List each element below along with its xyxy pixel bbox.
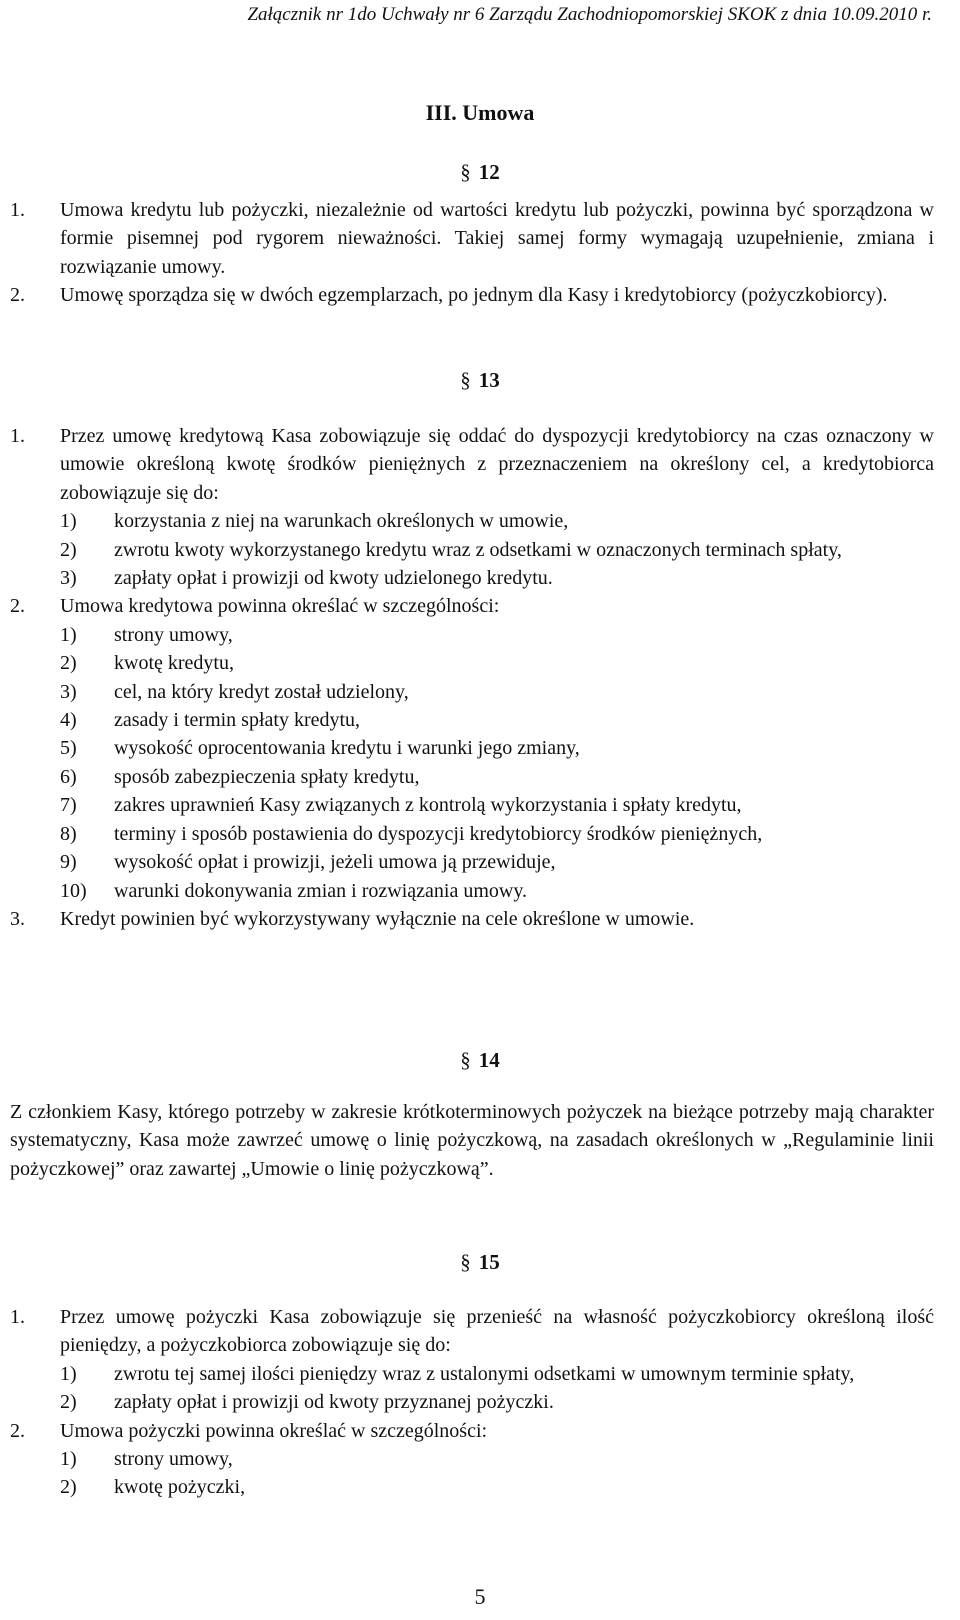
- sub-item: [60, 649, 934, 677]
- section-symbol: §: [460, 160, 471, 184]
- sub-item-number: 5): [60, 737, 77, 760]
- sub-item-text: zakres uprawnień Kasy związanych z kontrolą wykorzystania i spłaty kredytu,: [114, 794, 742, 817]
- section-title: III. Umowa: [425, 100, 535, 125]
- sub-item: [60, 536, 934, 564]
- section-symbol: §: [460, 1250, 471, 1274]
- item-text: Kredyt powinien być wykorzystywany wyłącznie na cele określone w umowie.: [60, 907, 695, 930]
- item-number: 1.: [10, 1306, 25, 1328]
- sub-item-text: zapłaty opłat i prowizji od kwoty udzielonego kredytu.: [114, 567, 553, 590]
- paragraph-heading-12: [0, 160, 960, 185]
- paragraph-heading-14: [0, 1048, 960, 1073]
- sub-item-number: 6): [60, 765, 77, 788]
- paragraph-15-body: [10, 1303, 934, 1502]
- sub-item-number: 1): [60, 623, 77, 646]
- item-text: Umowa kredytu lub pożyczki, niezależnie od wartości kredytu lub pożyczki, powinna być sporządzona w formie pisemnej pod rygorem nieważności. Takiej samej formy wymagają uzupełnienie, zmiana i rozwiązanie umowy.: [60, 199, 934, 278]
- paragraph-13-body: [10, 422, 934, 933]
- sub-item-text: korzystania z niej na warunkach określonych w umowie,: [114, 510, 569, 533]
- item-number: 2.: [10, 284, 25, 307]
- sub-item-text: kwotę kredytu,: [114, 652, 234, 675]
- paragraph-number: 15: [478, 1250, 500, 1274]
- paragraph-number: 14: [478, 1048, 500, 1072]
- sub-item-text: terminy i sposób postawienia do dyspozycji kredytobiorcy środków pieniężnych,: [114, 822, 763, 845]
- item-number: 2.: [10, 1419, 25, 1442]
- sub-item: [60, 734, 934, 762]
- paragraph-number: 12: [478, 160, 500, 184]
- list-item: [10, 1417, 934, 1445]
- sub-item: [60, 763, 934, 791]
- sub-item: [60, 1360, 934, 1388]
- list-item: [10, 592, 934, 620]
- paragraph-text: Z członkiem Kasy, którego potrzeby w zakresie krótkoterminowych pożyczek na bieżące potrzeby mają charakter systematyczny, Kasa może zawrzeć umowę o linię pożyczkową, na zasadach określonych w „Regulaminie linii pożyczkowej” oraz zawartej „Umowie o linię pożyczkową”.: [10, 1101, 934, 1180]
- sub-item-text: strony umowy,: [114, 623, 233, 646]
- section-symbol: §: [460, 368, 471, 392]
- sub-item-text: sposób zabezpieczenia spłaty kredytu,: [114, 765, 420, 788]
- list-item: [10, 281, 934, 309]
- section-symbol: §: [460, 1048, 471, 1072]
- sub-item: [60, 791, 934, 819]
- sub-item: [60, 1473, 934, 1501]
- sub-item: [60, 848, 934, 876]
- sub-item: [60, 564, 934, 592]
- paragraph-14-body: [10, 1098, 934, 1183]
- sub-item: [60, 507, 934, 535]
- item-number: 3.: [10, 907, 25, 930]
- sub-item: [60, 678, 934, 706]
- paragraph-number: 13: [478, 368, 500, 392]
- list-item: [10, 422, 934, 507]
- sub-item-number: 10): [60, 879, 87, 902]
- sub-item-number: 3): [60, 680, 77, 703]
- sub-item-text: warunki dokonywania zmian i rozwiązania umowy.: [114, 879, 528, 902]
- list-item: [10, 905, 934, 933]
- page-number: 5: [474, 1584, 486, 1609]
- sub-item-text: zwrotu kwoty wykorzystanego kredytu wraz z odsetkami w oznaczonych terminach spłaty,: [114, 538, 842, 561]
- sub-item: [60, 621, 934, 649]
- paragraph-12-body: [10, 196, 934, 310]
- sub-item-text: zasady i termin spłaty kredytu,: [114, 709, 361, 732]
- sub-item-text: kwotę pożyczki,: [114, 1476, 246, 1499]
- item-text: Przez umowę pożyczki Kasa zobowiązuje się przenieść na własność pożyczkobiorcy określoną ilość pieniędzy, a pożyczkobiorca zobowiązuje się do:: [60, 1306, 934, 1357]
- list-item: [10, 1303, 934, 1360]
- sub-item-text: wysokość opłat i prowizji, jeżeli umowa ją przewiduje,: [114, 851, 556, 874]
- sub-item: [60, 820, 934, 848]
- sub-item-text: strony umowy,: [114, 1448, 233, 1471]
- sub-item-number: 1): [60, 510, 77, 533]
- sub-item-number: 9): [60, 851, 77, 874]
- sub-item-number: 3): [60, 567, 77, 590]
- sub-item-text: wysokość oprocentowania kredytu i warunki jego zmiany,: [114, 737, 580, 760]
- item-number: 2.: [10, 595, 25, 618]
- sub-item-number: 1): [60, 1448, 77, 1471]
- sub-item-text: zapłaty opłat i prowizji od kwoty przyznanej pożyczki.: [114, 1391, 554, 1414]
- sub-item-text: cel, na który kredyt został udzielony,: [114, 680, 409, 703]
- item-number: 1.: [10, 199, 25, 221]
- sub-item: [60, 1445, 934, 1473]
- sub-item: [60, 706, 934, 734]
- item-text: Umowę sporządza się w dwóch egzemplarzach, po jednym dla Kasy i kredytobiorcy (pożyczkobiorcy).: [60, 284, 888, 307]
- sub-item-text: zwrotu tej samej ilości pieniędzy wraz z ustalonymi odsetkami w umownym terminie spłaty,: [114, 1362, 855, 1385]
- sub-item-number: 8): [60, 822, 77, 845]
- item-text: Umowa kredytowa powinna określać w szczególności:: [60, 595, 500, 618]
- list-item: [10, 196, 934, 281]
- sub-item-number: 7): [60, 794, 77, 817]
- sub-item: [60, 877, 934, 905]
- item-number: 1.: [10, 425, 25, 447]
- sub-item-number: 2): [60, 1476, 77, 1499]
- sub-item-number: 2): [60, 652, 77, 675]
- sub-item-number: 1): [60, 1362, 77, 1385]
- sub-item: [60, 1388, 934, 1416]
- paragraph-heading-13: [0, 368, 960, 393]
- sub-item-number: 4): [60, 709, 77, 732]
- page-header: Załącznik nr 1do Uchwały nr 6 Zarządu Zachodniopomorskiej SKOK z dnia 10.09.2010 r.: [247, 4, 932, 25]
- paragraph-heading-15: [0, 1250, 960, 1275]
- item-text: Umowa pożyczki powinna określać w szczególności:: [60, 1419, 488, 1442]
- sub-item-number: 2): [60, 538, 77, 561]
- item-text: Przez umowę kredytową Kasa zobowiązuje się oddać do dyspozycji kredytobiorcy na czas oznaczony w umowie określoną kwotę środków pieniężnych z przeznaczeniem na określony cel, a kredytobiorca zobowiązuje się do:: [60, 425, 934, 504]
- sub-item-number: 2): [60, 1391, 77, 1414]
